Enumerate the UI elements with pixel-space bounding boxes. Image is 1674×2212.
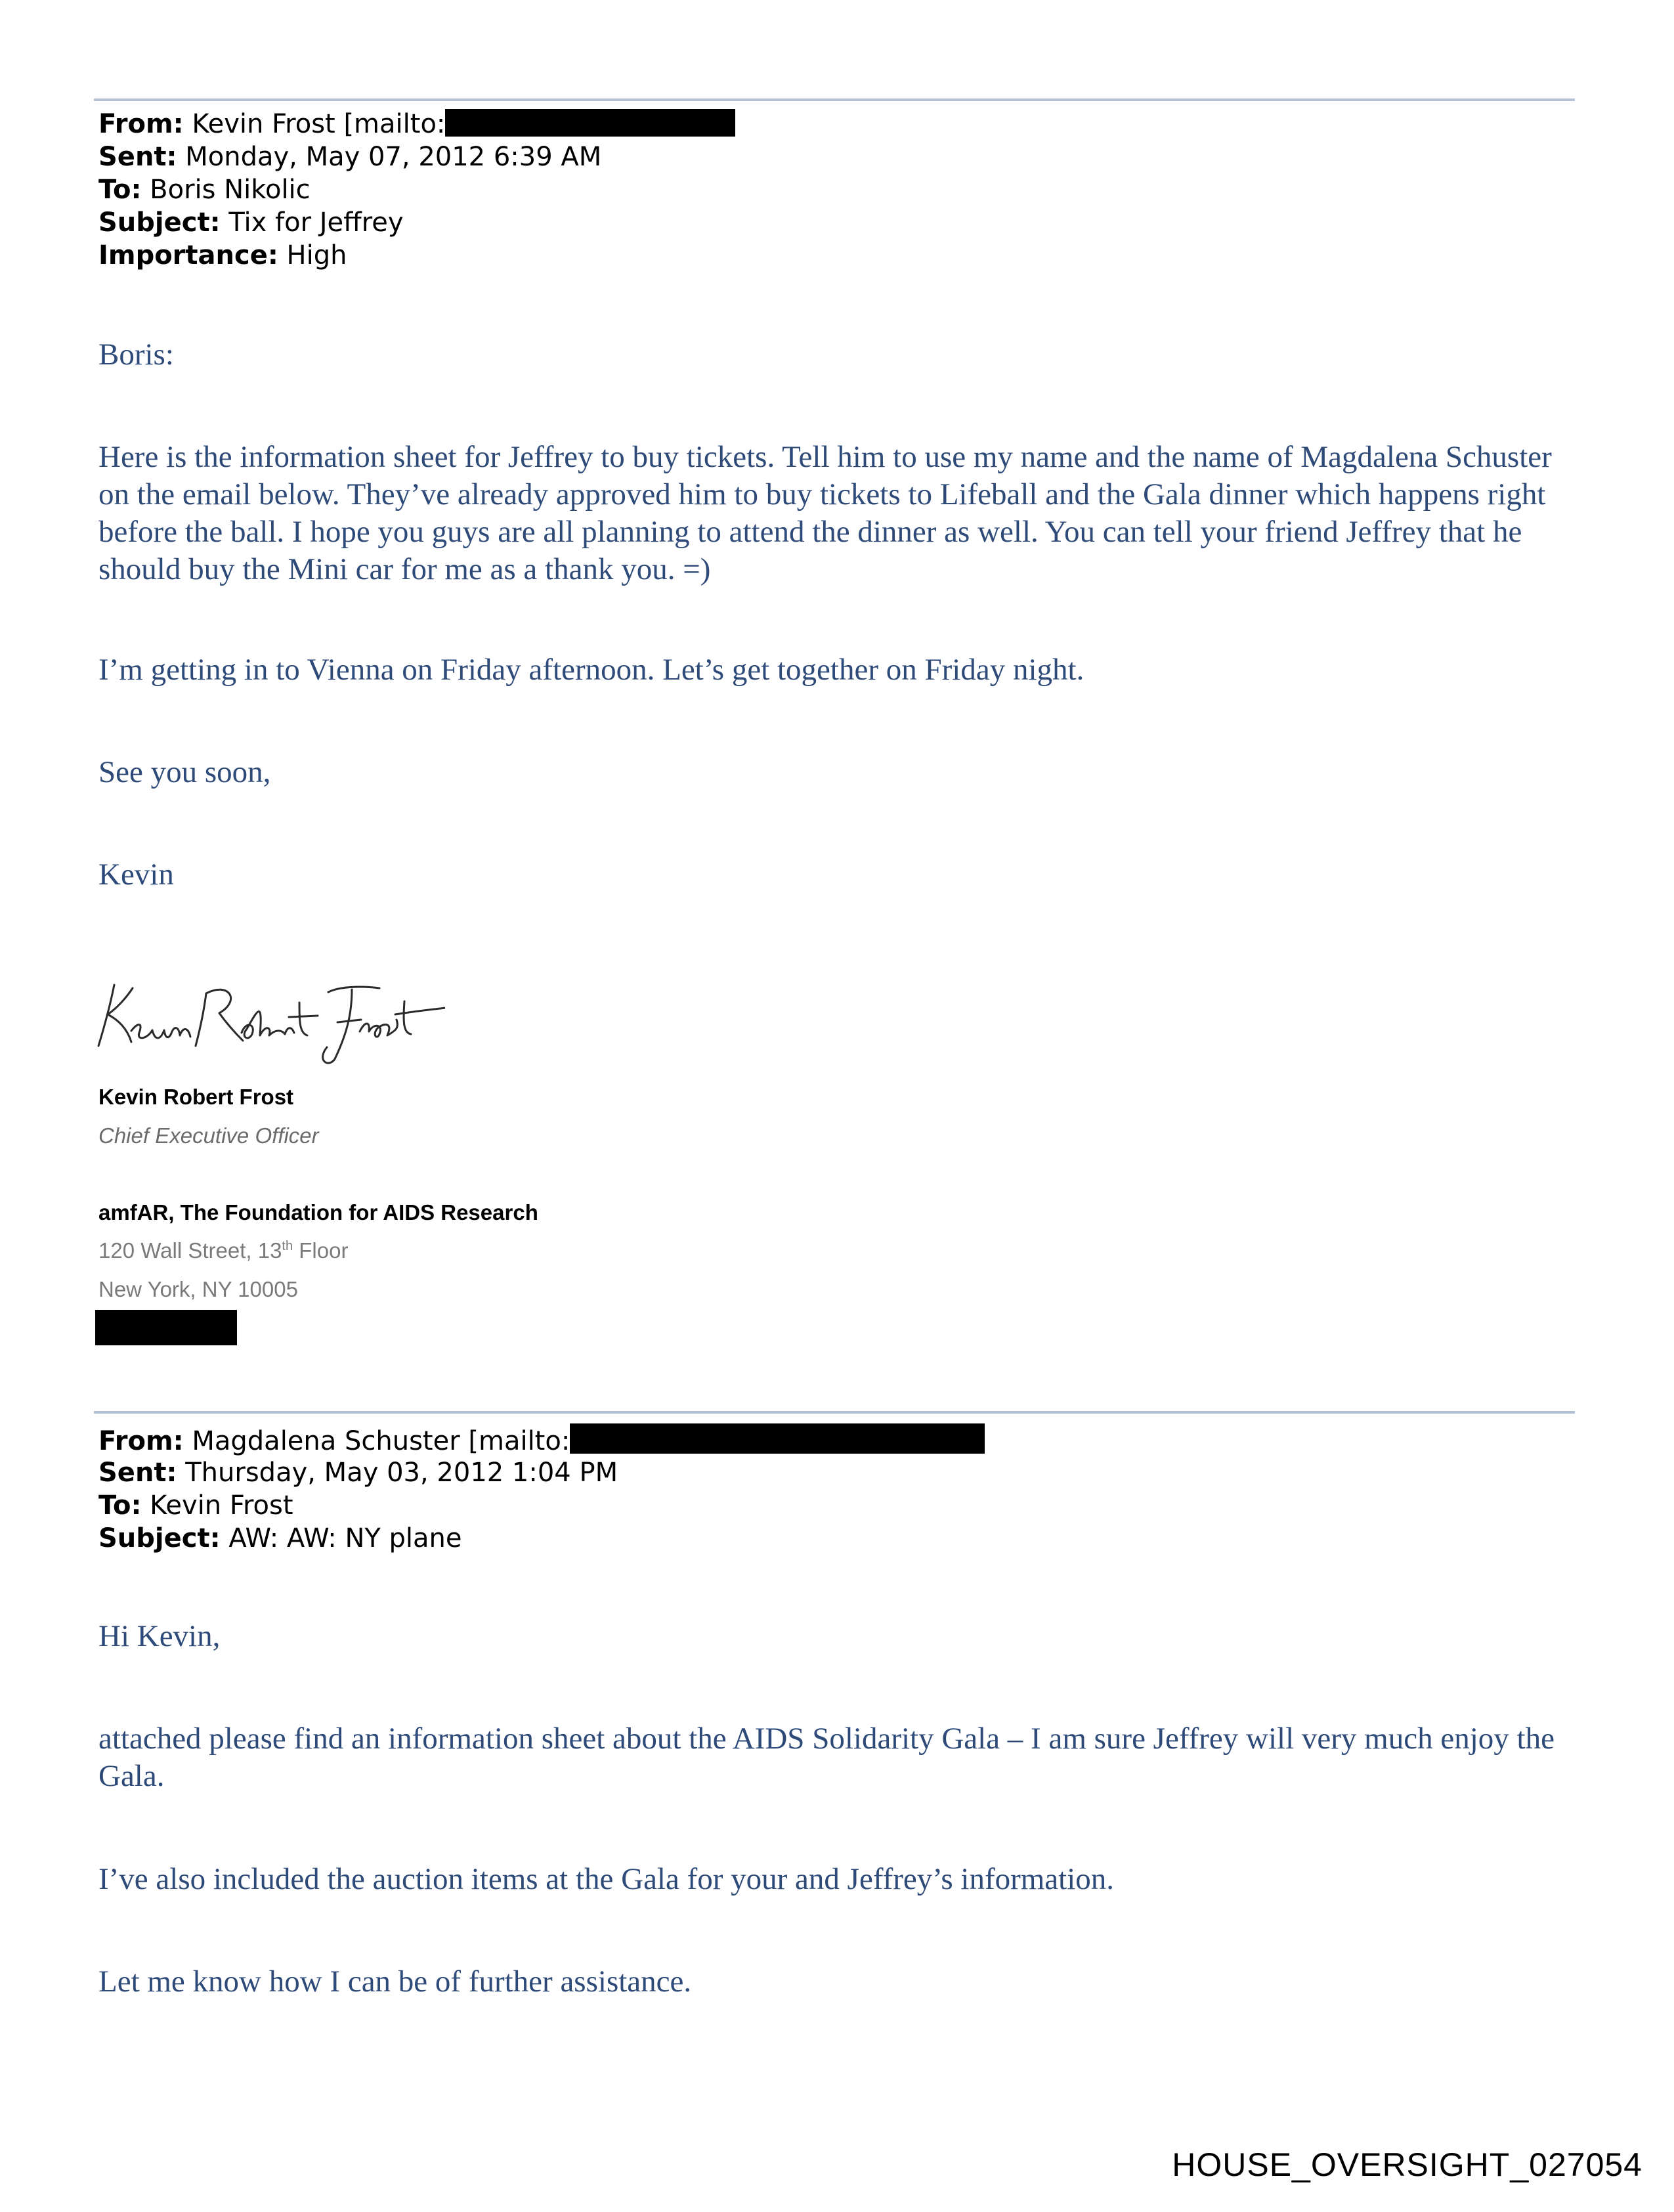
email2-paragraph-3: Let me know how I can be of further assistance. xyxy=(98,1964,692,1999)
email1-sent-line xyxy=(98,141,601,173)
subject-label: Subject: xyxy=(98,1523,221,1553)
email1-greeting: Boris: xyxy=(98,337,174,372)
email2-paragraph-2: I’ve also included the auction items at the Gala for your and Jeffrey’s information. xyxy=(98,1862,1115,1896)
sent-label: Sent: xyxy=(98,142,177,172)
importance-value: High xyxy=(286,240,347,271)
sent-value: Thursday, May 03, 2012 1:04 PM xyxy=(185,1458,618,1488)
importance-label: Importance: xyxy=(98,240,278,271)
redaction-bar xyxy=(570,1423,985,1454)
subject-label: Subject: xyxy=(98,207,221,238)
email1-from-line xyxy=(98,108,735,141)
header-divider-top xyxy=(94,98,1575,101)
signature-organization: amfAR, The Foundation for AIDS Research xyxy=(98,1200,538,1225)
email1-to-line xyxy=(98,173,311,206)
handwritten-signature xyxy=(91,949,445,1067)
email2-paragraph-1: attached please find an information sheet about the AIDS Solidarity Gala – I am sure Jeffrey will very much enjoy the Gala. xyxy=(98,1722,1555,1793)
email2-to-line xyxy=(98,1489,293,1522)
from-value: Kevin Frost [mailto: xyxy=(192,109,446,139)
email1-closing: See you soon, xyxy=(98,755,271,789)
email1-paragraph-2: I’m getting in to Vienna on Friday afternoon. Let’s get together on Friday night. xyxy=(98,653,1084,687)
email2-greeting: Hi Kevin, xyxy=(98,1619,221,1653)
from-label: From: xyxy=(98,109,184,139)
email1-subject-line xyxy=(98,206,404,239)
signature-title: Chief Executive Officer xyxy=(98,1123,319,1148)
redaction-block xyxy=(95,1310,237,1345)
signature-address-line-2: New York, NY 10005 xyxy=(98,1277,298,1301)
email1-importance-line xyxy=(98,239,347,272)
signature-name: Kevin Robert Frost xyxy=(98,1085,294,1109)
email2-sent-line xyxy=(98,1456,618,1489)
subject-value: AW: AW: NY plane xyxy=(228,1523,462,1553)
from-value: Magdalena Schuster [mailto: xyxy=(192,1426,570,1456)
bates-number: HOUSE_OVERSIGHT_027054 xyxy=(1172,2146,1642,2183)
from-label: From: xyxy=(98,1426,184,1456)
redaction-bar xyxy=(445,109,735,137)
subject-value: Tix for Jeffrey xyxy=(228,207,404,238)
signature-address-line-1: 120 Wall Street, 13th Floor xyxy=(98,1238,349,1263)
sent-label: Sent: xyxy=(98,1458,177,1488)
to-label: To: xyxy=(98,175,142,205)
header-divider-bottom xyxy=(94,1411,1575,1414)
email1-sign-off: Kevin xyxy=(98,857,174,892)
sent-value: Monday, May 07, 2012 6:39 AM xyxy=(185,142,602,172)
to-value: Boris Nikolic xyxy=(150,175,311,205)
email1-paragraph-1: Here is the information sheet for Jeffrey to buy tickets. Tell him to use my name and the name of Magdalena Schuster on the email below. They’ve already approved him to buy tickets to Lifeball and the Gala dinner which happens right before the ball. I hope you guys are all planning to attend the dinner as well. You can tell your friend Jeffrey that he should buy the Mini car for me as a thank you. =) xyxy=(98,440,1552,586)
email2-from-line xyxy=(98,1423,985,1458)
email2-subject-line xyxy=(98,1522,462,1555)
to-value: Kevin Frost xyxy=(150,1490,293,1521)
to-label: To: xyxy=(98,1490,142,1521)
